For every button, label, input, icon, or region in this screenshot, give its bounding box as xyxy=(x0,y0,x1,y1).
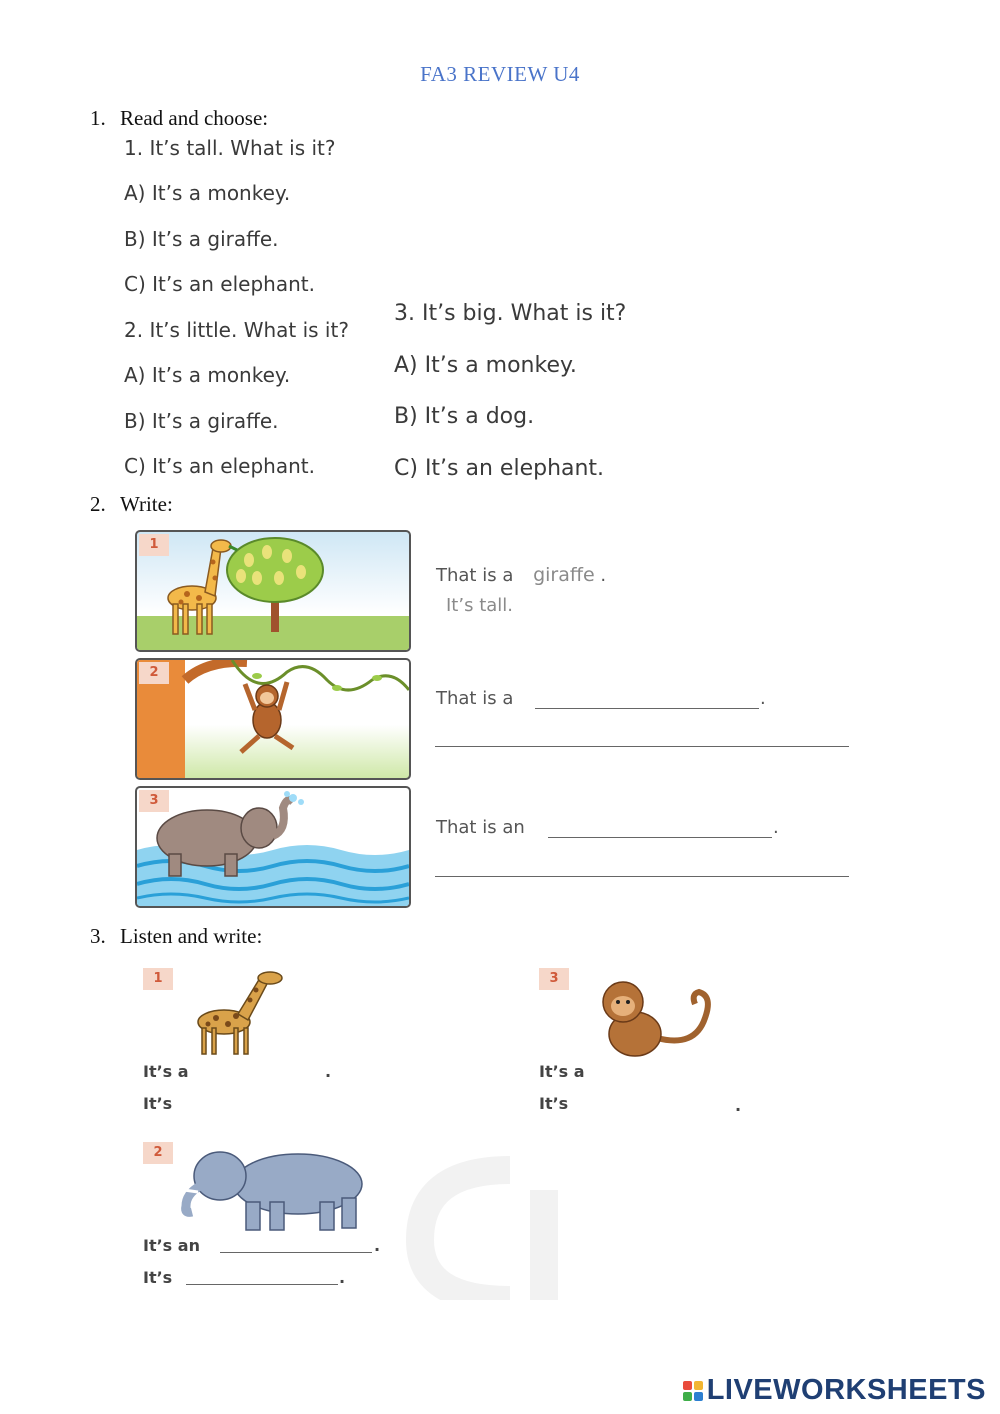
write-2-second-blank[interactable] xyxy=(435,746,849,747)
write-picture-monkey xyxy=(135,658,411,780)
section-number: 2. xyxy=(90,492,106,516)
question-1-option-a[interactable]: A) It’s a monkey. xyxy=(124,181,291,205)
logo-square xyxy=(683,1381,692,1390)
giraffe-image xyxy=(190,964,290,1056)
question-3-option-c[interactable]: C) It’s an elephant. xyxy=(394,456,605,481)
question-2-prompt: 2. It’s little. What is it? xyxy=(124,318,349,342)
question-1-option-c[interactable]: C) It’s an elephant. xyxy=(124,272,315,296)
question-3-prompt: 3. It’s big. What is it? xyxy=(394,301,627,326)
listen-2-line-1: It’s an xyxy=(143,1236,200,1255)
listen-2-line-2: It’s xyxy=(143,1268,173,1287)
elephant-image xyxy=(180,1146,370,1232)
watermark-logo xyxy=(380,1150,640,1300)
giraffe-scene-image xyxy=(137,532,409,650)
write-3-period: . xyxy=(773,817,779,838)
write-3-second-blank[interactable] xyxy=(435,876,849,877)
picture-badge: 2 xyxy=(139,662,169,684)
question-2-option-b[interactable]: B) It’s a giraffe. xyxy=(124,409,279,433)
sentence-end: . xyxy=(600,565,607,586)
listen-1-line-1: It’s a xyxy=(143,1062,189,1081)
write-1-second-line: It’s tall. xyxy=(446,595,513,616)
write-picture-giraffe xyxy=(135,530,411,652)
monkey-scene-image xyxy=(137,660,409,778)
section-2-heading xyxy=(90,492,173,517)
write-1-sentence xyxy=(436,564,606,586)
section-number: 3. xyxy=(90,924,106,948)
section-1-heading xyxy=(90,106,268,131)
picture-badge: 3 xyxy=(139,790,169,812)
question-2-option-c[interactable]: C) It’s an elephant. xyxy=(124,454,315,478)
page-title: FA3 REVIEW U4 xyxy=(420,62,580,86)
listen-2-blank-1[interactable] xyxy=(220,1252,372,1253)
write-3-answer-blank[interactable] xyxy=(548,837,772,838)
elephant-scene-image xyxy=(137,788,409,906)
logo-square xyxy=(694,1381,703,1390)
section-label: Listen and write: xyxy=(120,924,263,948)
write-2-period: . xyxy=(760,688,766,709)
section-label: Read and choose: xyxy=(120,106,269,130)
logo-square xyxy=(694,1392,703,1401)
listen-2-blank-2[interactable] xyxy=(186,1284,338,1285)
sentence-start: That is a xyxy=(436,565,514,586)
write-2-sentence-start: That is a xyxy=(436,688,514,709)
listen-3-line-1: It’s a xyxy=(539,1062,585,1081)
monkey-image xyxy=(595,978,720,1060)
section-label: Write: xyxy=(120,492,173,516)
section-3-heading xyxy=(90,924,262,949)
question-3-option-b[interactable]: B) It’s a dog. xyxy=(394,404,535,429)
write-2-answer-blank[interactable] xyxy=(535,708,759,709)
listen-1-line-2: It’s xyxy=(143,1094,173,1113)
listen-1-line-1-end: . xyxy=(325,1062,332,1081)
picture-badge: 1 xyxy=(139,534,169,556)
write-3-sentence-start: That is an xyxy=(436,817,525,838)
listen-badge-1: 1 xyxy=(143,968,173,990)
listen-3-line-2: It’s xyxy=(539,1094,569,1113)
logo-square xyxy=(683,1392,692,1401)
section-number: 1. xyxy=(90,106,106,130)
question-2-option-a[interactable]: A) It’s a monkey. xyxy=(124,363,291,387)
listen-2-line-2-end: . xyxy=(339,1268,346,1287)
question-3-option-a[interactable]: A) It’s a monkey. xyxy=(394,353,577,378)
listen-3-line-2-end: . xyxy=(735,1096,742,1115)
liveworksheets-logo[interactable] xyxy=(683,1374,986,1407)
listen-badge-3: 3 xyxy=(539,968,569,990)
logo-text: LIVEWORKSHEETS xyxy=(706,1374,986,1406)
write-picture-elephant xyxy=(135,786,411,908)
logo-grid-icon xyxy=(683,1381,703,1401)
question-1-prompt: 1. It’s tall. What is it? xyxy=(124,136,336,160)
example-answer: giraffe xyxy=(533,564,595,586)
listen-badge-2: 2 xyxy=(143,1142,173,1164)
listen-2-line-1-end: . xyxy=(374,1236,381,1255)
question-1-option-b[interactable]: B) It’s a giraffe. xyxy=(124,227,279,251)
